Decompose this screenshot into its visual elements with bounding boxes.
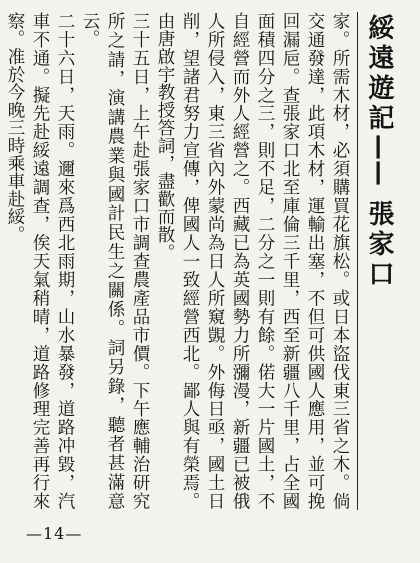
body-text bbox=[5, 12, 352, 510]
running-header bbox=[360, 0, 398, 520]
paragraph bbox=[0, 12, 2, 510]
paragraph: 家。所需木材，必須購買花旗松。或日本盜伐東三省之木。倘交通發達，此項木材，運輸出塞，不但可供國人應用，並可挽回漏巵。查張家口北至庫倫三千里，西至新疆八千里，占全國面積四分之三，則不足，二分之一則有餘。偌大一片國土，不自經營而外人經營之。西藏已為英國勢力所瀰漫，新疆已被俄人所侵入，東三省內外蒙尚為日人所窺覬。外侮日亟，國土日削，望諸君努力宣傳，俾國人一致經營西北。鄙人與有榮焉。由唐啟宇教授答詞，盡歡而散。 bbox=[155, 12, 350, 510]
section-title: 張家口 bbox=[364, 200, 394, 290]
header-separator: —— bbox=[364, 134, 394, 186]
header-rule bbox=[357, 12, 358, 510]
page-number: —14— bbox=[26, 524, 83, 543]
book-title: 綏遠遊記 bbox=[364, 14, 394, 134]
paragraph: 二十六日，天雨。邇來爲西北雨期，山水暴發，道路冲毀，汽車不通。擬先赴綏遠調查，俟天氣稍晴，道路修理完善再行來察。准於今晚三時乘車赴綏。 bbox=[5, 12, 75, 510]
paragraph: 三十五日，上午赴張家口市調查農產品市價。下午應輔治研究所之請，演講農業與國計民生之關係。詞另錄，聽者甚滿意云。 bbox=[80, 12, 150, 510]
